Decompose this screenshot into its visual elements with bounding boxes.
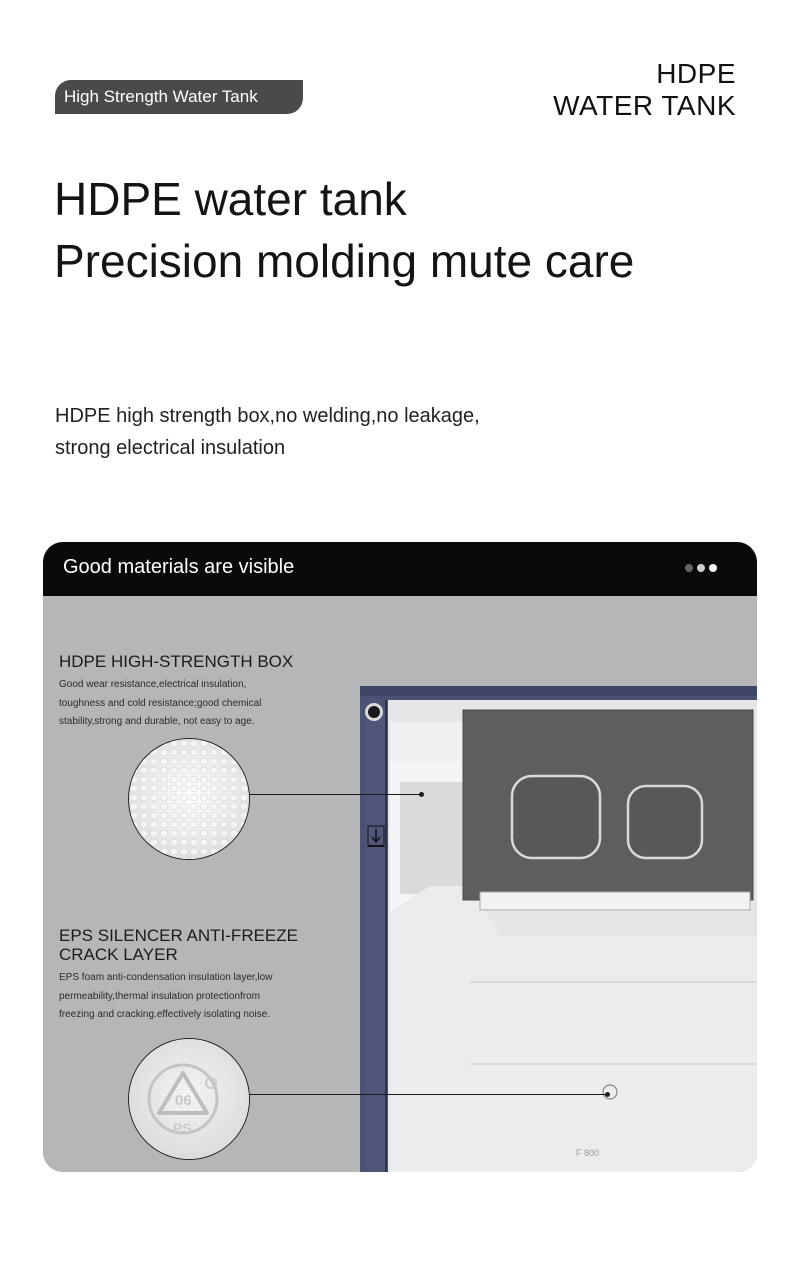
screw-hole-icon — [368, 706, 380, 718]
eps-recycle-stamp-image — [128, 1038, 250, 1160]
description-line-2: strong electrical insulation — [55, 437, 286, 459]
flush-button-small — [628, 786, 702, 858]
section-text-line: EPS foam anti-condensation insulation layer,low — [59, 972, 273, 983]
headline-line-2: Precision molding mute care — [54, 235, 635, 287]
section-text-line: freezing and cracking.effectively isolating noise. — [59, 1009, 271, 1020]
flush-plate — [463, 710, 753, 900]
svg-text:F 800: F 800 — [576, 1148, 600, 1158]
eps-stamp-letters: PS — [173, 1120, 192, 1136]
tank-frame-top — [360, 686, 757, 696]
category-badge: High Strength Water Tank — [55, 80, 303, 114]
section-title-eps: EPS SILENCER ANTI-FREEZE CRACK LAYER — [59, 926, 298, 964]
section-text-line: stability,strong and durable, not easy to age. — [59, 716, 255, 727]
brand-label — [553, 58, 736, 122]
section-text-hdpe — [59, 676, 299, 732]
card-body — [43, 596, 757, 1172]
card-title: Good materials are visible — [63, 556, 295, 578]
description-line-1: HDPE high strength box,no welding,no leakage, — [55, 405, 480, 427]
carousel-dots[interactable] — [685, 564, 717, 572]
brand-line-1: HDPE — [656, 58, 736, 89]
section-text-line: toughness and cold resistance;good chemical — [59, 697, 262, 709]
carousel-dot-1[interactable] — [685, 564, 693, 572]
card-header — [43, 542, 757, 596]
section-text-line: Good wear resistance,electrical insulation, — [59, 679, 247, 690]
tank-rail — [366, 706, 386, 1172]
section-text-eps — [59, 969, 304, 1025]
headline-line-1: HDPE water tank — [54, 173, 407, 225]
water-tank-image — [360, 686, 757, 1172]
eps-stamp-code: 06 — [175, 1092, 192, 1109]
brand-line-2: WATER TANK — [553, 90, 736, 121]
carousel-dot-3[interactable] — [709, 564, 717, 572]
flush-button-large — [512, 776, 600, 858]
callout-line-hdpe — [249, 794, 421, 795]
callout-pin-eps — [605, 1092, 610, 1097]
callout-pin-hdpe — [419, 792, 424, 797]
section-text-line: permeability,thermal insulation protectionfrom — [59, 990, 261, 1002]
description — [55, 400, 480, 464]
callout-line-eps — [249, 1094, 607, 1095]
hdpe-pellets-image — [128, 738, 250, 860]
section-title-hdpe: HDPE HIGH-STRENGTH BOX — [59, 652, 294, 671]
materials-card — [43, 542, 757, 1172]
carousel-dot-2[interactable] — [697, 564, 705, 572]
page-headline — [54, 168, 634, 292]
